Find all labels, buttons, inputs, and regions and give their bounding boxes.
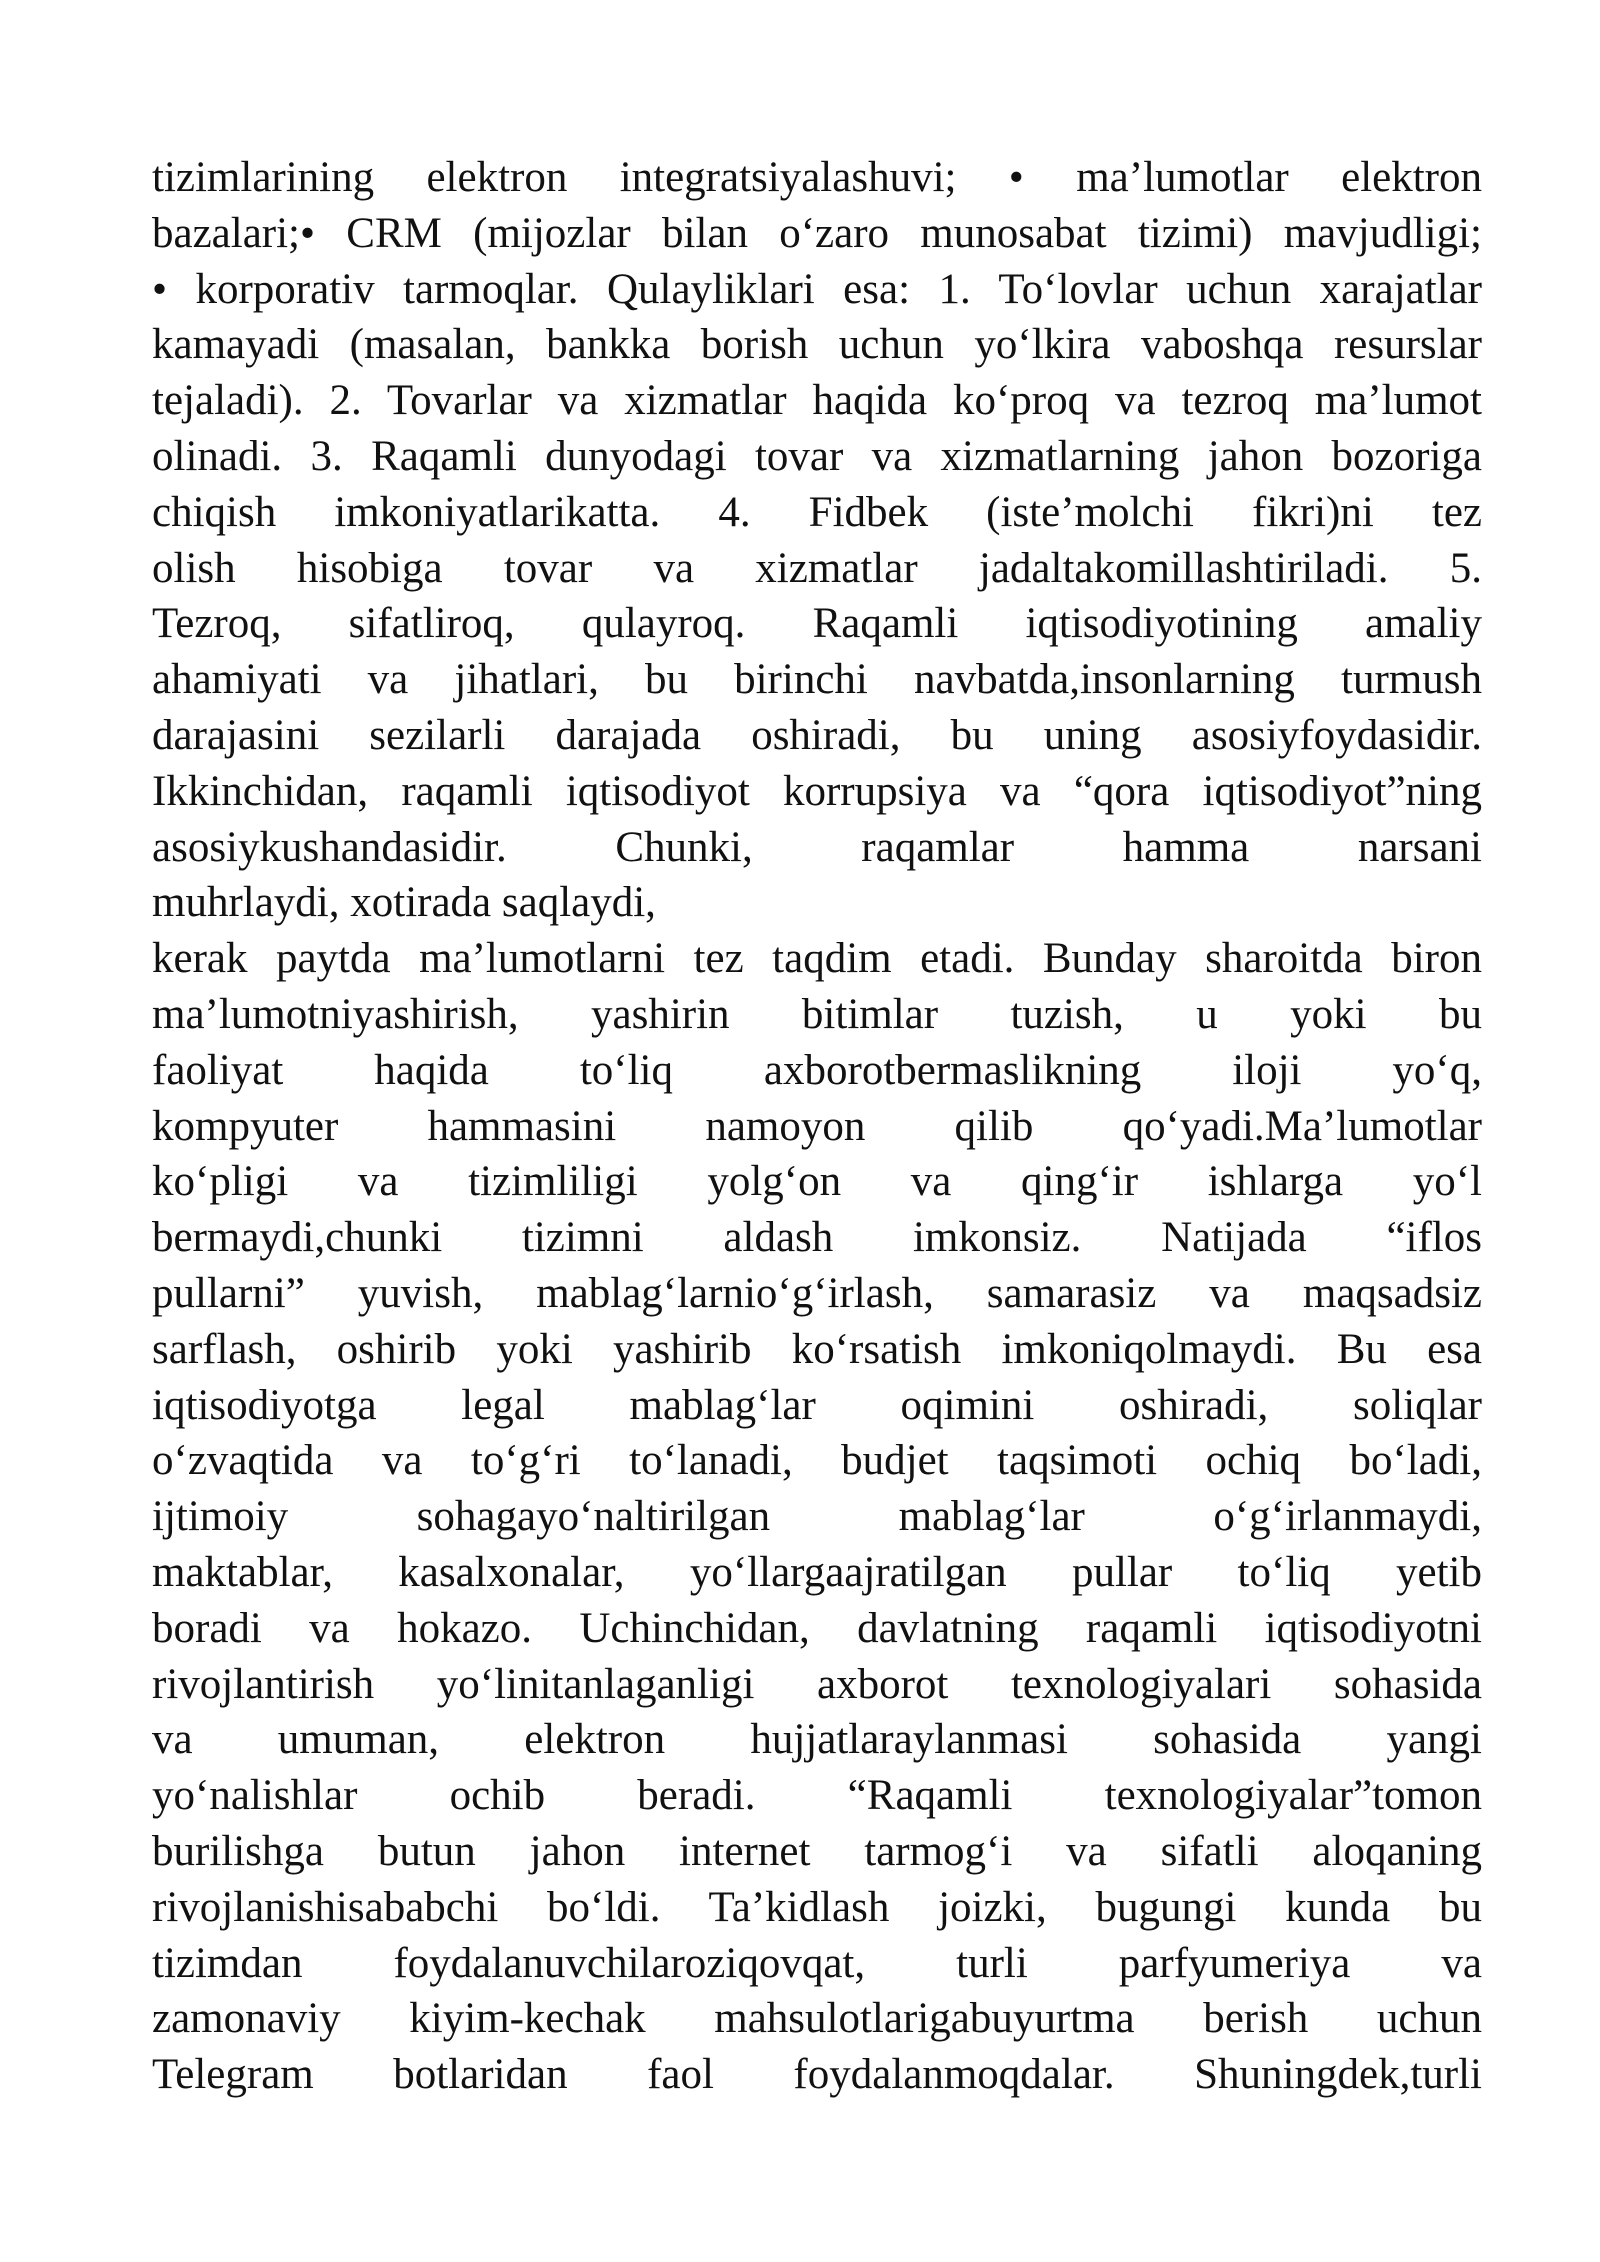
text-line: iqtisodiyotga legal mablag‘lar oqimini oshiradi, soliqlar bbox=[152, 1381, 1482, 1429]
text-line: faoliyat haqida to‘liq axborotbermaslikning iloji yo‘q, bbox=[152, 1046, 1482, 1094]
text-line: tizimdan foydalanuvchilaroziqovqat, turli parfyumeriya va bbox=[152, 1939, 1482, 1987]
text-line: darajasini sezilarli darajada oshiradi, bu uning asosiyfoydasidir. bbox=[152, 711, 1482, 759]
text-line: tizimlarining elektron integratsiyalashuvi; • ma’lumotlar elektron bbox=[152, 154, 1482, 201]
text-line: bermaydi,chunki tizimni aldash imkonsiz. Natijada “iflos bbox=[152, 1214, 1482, 1262]
text-line: Ikkinchidan, raqamli iqtisodiyot korrupsiya va “qora iqtisodiyot”ning bbox=[152, 767, 1482, 815]
text-line: rivojlanishisababchi bo‘ldi. Ta’kidlash joizki, bugungi kunda bu bbox=[152, 1883, 1482, 1931]
text-line: ko‘pligi va tizimliligi yolg‘on va qing‘ir ishlarga yo‘l bbox=[152, 1158, 1482, 1206]
text-line: boradi va hokazo. Uchinchidan, davlatning raqamli iqtisodiyotni bbox=[152, 1604, 1482, 1652]
text-line: va umuman, elektron hujjatlaraylanmasi sohasida yangi bbox=[152, 1716, 1482, 1764]
text-line: olish hisobiga tovar va xizmatlar jadaltakomillashtiriladi. 5. bbox=[152, 544, 1482, 592]
text-line: maktablar, kasalxonalar, yo‘llargaajratilgan pullar to‘liq yetib bbox=[152, 1548, 1482, 1596]
body-text bbox=[152, 150, 1482, 2103]
text-line: kerak paytda ma’lumotlarni tez taqdim etadi. Bunday sharoitda biron bbox=[152, 935, 1482, 983]
text-line: zamonaviy kiyim-kechak mahsulotlarigabuyurtma berish uchun bbox=[152, 1995, 1482, 2043]
text-line: Telegram botlaridan faol foydalanmoqdalar. Shuningdek,turli bbox=[152, 2051, 1482, 2099]
text-line: burilishga butun jahon internet tarmog‘i va sifatli aloqaning bbox=[152, 1827, 1482, 1875]
text-line: pullarni” yuvish, mablag‘larnio‘g‘irlash, samarasiz va maqsadsiz bbox=[152, 1269, 1482, 1317]
text-line: • korporativ tarmoqlar. Qulayliklari esa: 1. To‘lovlar uchun xarajatlar bbox=[152, 265, 1482, 313]
text-line: chiqish imkoniyatlarikatta. 4. Fidbek (iste’molchi fikri)ni tez bbox=[152, 488, 1482, 536]
text-line: bazalari;• CRM (mijozlar bilan o‘zaro munosabat tizimi) mavjudligi; bbox=[152, 209, 1482, 257]
text-line: Tezroq, sifatliroq, qulayroq. Raqamli iqtisodiyotining amaliy bbox=[152, 600, 1482, 648]
text-line: kompyuter hammasini namoyon qilib qo‘yadi.Ma’lumotlar bbox=[152, 1102, 1482, 1150]
text-line: kamayadi (masalan, bankka borish uchun yo‘lkira vaboshqa resurslar bbox=[152, 321, 1482, 369]
text-line: o‘zvaqtida va to‘g‘ri to‘lanadi, budjet taqsimoti ochiq bo‘ladi, bbox=[152, 1437, 1482, 1485]
text-line: olinadi. 3. Raqamli dunyodagi tovar va xizmatlarning jahon bozoriga bbox=[152, 432, 1482, 480]
text-line: yo‘nalishlar ochib beradi. “Raqamli texnologiyalar”tomon bbox=[152, 1772, 1482, 1820]
text-line: sarflash, oshirib yoki yashirib ko‘rsatish imkoniqolmaydi. Bu esa bbox=[152, 1325, 1482, 1373]
text-line: rivojlantirish yo‘linitanlaganligi axborot texnologiyalari sohasida bbox=[152, 1660, 1482, 1708]
text-line: ijtimoiy sohagayo‘naltirilgan mablag‘lar o‘g‘irlanmaydi, bbox=[152, 1493, 1482, 1541]
text-line: tejaladi). 2. Tovarlar va xizmatlar haqida ko‘proq va tezroq ma’lumot bbox=[152, 377, 1482, 425]
text-line: muhrlaydi, xotirada saqlaydi, bbox=[152, 879, 656, 927]
text-line: ahamiyati va jihatlari, bu birinchi navbatda,insonlarning turmush bbox=[152, 656, 1482, 704]
text-line: asosiykushandasidir. Chunki, raqamlar hamma narsani bbox=[152, 823, 1482, 871]
text-line: ma’lumotniyashirish, yashirin bitimlar tuzish, u yoki bu bbox=[152, 990, 1482, 1038]
